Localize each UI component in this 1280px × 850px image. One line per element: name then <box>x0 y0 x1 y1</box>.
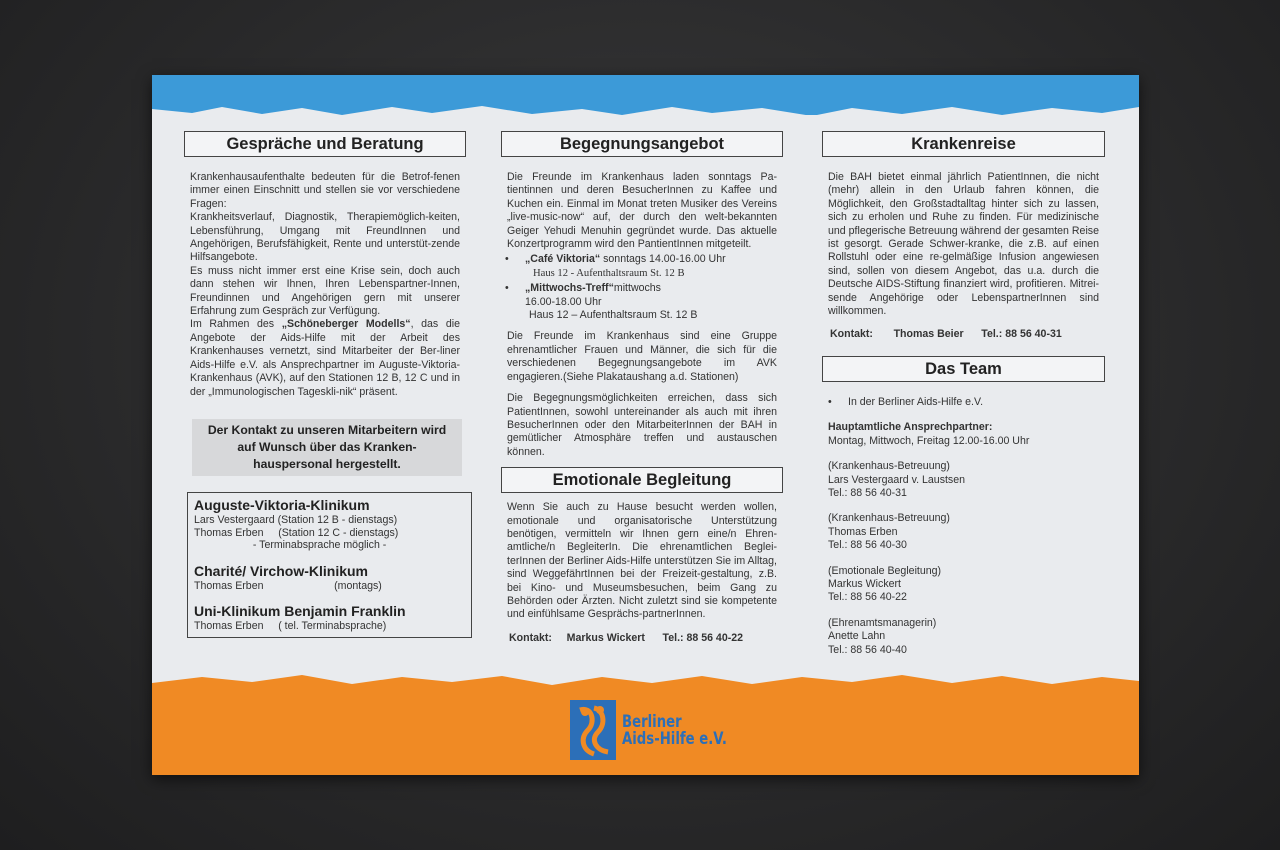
top-color-band <box>152 75 1139 115</box>
gespraeche-paragraph-1: Krankenhausaufenthalte bedeuten für die Betrof-fenen immer einen Einschnitt und stellen sie vor verschiedene Fragen: <box>190 171 460 210</box>
heading-team: Das Team <box>822 356 1105 382</box>
list-item: • „Mittwochs-Treff“mittwochs 16.00-18.00 Uhr Haus 12 – Aufenthaltsraum St. 12 B <box>505 282 698 322</box>
begegnung-paragraph-3: Die Begegnungsmöglichkeiten erreichen, dass sich PatientInnen, sowohl untereinander als auch mit ihren BesucherInnen oder den MitarbeiterInnen der BAH in gemütlicher Atmosphäre treffen und austauschen können. <box>507 392 777 458</box>
begegnung-intro: Die Freunde im Krankenhaus laden sonntags Pa-tientinnen und deren BesucherInnen zu Kaffee und Kuchen ein. Einmal im Monat treten Musiker des Vereins „live-music-now“ auf, der durch den welt-bekannten Geiger Yehudi Menuhin gegründet wurde. Das aktuelle Konzertprogramm wird den PantientInnen mitgeteilt. <box>507 171 777 251</box>
bullet-icon: • <box>505 253 509 266</box>
berliner-aids-hilfe-logo <box>570 700 740 760</box>
clinic-line: - Terminabsprache möglich - <box>194 539 387 552</box>
heading-emotionale: Emotionale Begleitung <box>501 467 783 493</box>
team-hauptamt: Hauptamtliche Ansprechpartner: Montag, Mittwoch, Freitag 12.00-16.00 Uhr <box>828 421 1030 447</box>
list-item: • „Café Viktoria“ sonntags 14.00-16.00 Uhr Haus 12 - Aufenthaltsraum St. 12 B <box>505 253 726 279</box>
team-member: (Emotionale Begleitung) Markus Wickert Tel.: 88 56 40-22 <box>828 564 942 604</box>
clinics-box <box>187 492 472 638</box>
krankenreise-text: Die BAH bietet einmal jährlich PatientInnen, die nicht (mehr) allein in den Urlaub fahren können, die Möglichkeit, den Großstadtalltag hinter sich zu lassen, sich zu erholen und Ruhe zu finden. Für medizinische und pflegerische Betreuung während der gesamten Reise ist gesorgt. Gerade Schwer-kranke, die z.B. auf einen Rollstuhl oder eine re-gelmäßige Infusion angewiesen sind, sollen von diesem Angebot, das u.a. durch die Deutsche AIDS-Stiftung finanziert wird, profitieren. Mitrei-sende Angehörige oder LebenspartnerInnen sind willkommen. <box>828 171 1099 318</box>
gespraeche-paragraph-2: Krankheitsverlauf, Diagnostik, Therapiemöglich-keiten, Lebensführung, Umgang mit FreundInnen und Angehörigen, Berufsfähigkeit, Rente und unterstüt-zende Hilfsangebote. <box>190 211 460 264</box>
clinic-line: Lars Vestergaard (Station 12 B - dienstags) <box>194 513 398 526</box>
bullet-icon: • <box>505 282 509 295</box>
team-member: (Ehrenamtsmanagerin) Anette Lahn Tel.: 88 56 40-40 <box>828 616 937 656</box>
emotionale-contact: Kontakt: Markus Wickert Tel.: 88 56 40-22 <box>509 631 744 644</box>
heading-begegnung: Begegnungsangebot <box>501 131 783 157</box>
clinic-line: Thomas Erben (Station 12 C - dienstags) <box>194 526 399 539</box>
begegnung-paragraph-2: Die Freunde im Krankenhaus sind eine Gruppe ehrenamtlicher Frauen und Männer, die sich für die verschiedenen Begegnungsangebote im AVK engagieren.(Siehe Plakataushang a.d. Stationen) <box>507 330 777 383</box>
clinic-name: Charité/ Virchow-Klinikum <box>194 562 368 579</box>
column-krankenreise <box>822 131 1105 657</box>
bullet-icon: • <box>828 395 832 408</box>
team-member: (Krankenhaus-Betreuung) Lars Vestergaard v. Laustsen Tel.: 88 56 40-31 <box>828 460 966 499</box>
schoeneberger-modell: „Schöneberger Modells“ <box>281 318 411 331</box>
gespraeche-paragraph-4: Im Rahmen des „Schöneberger Modells“, das die Angebote der Aids-Hilfe mit der Arbeit des Krankenhauses vernetzt, sind Mitarbeiter der Ber-liner Aids-Hilfe e.V. als Ansprechpartner im Auguste-Viktoria-Krankenhaus (AVK), auf den Stationen 12 B, 12 C und in der „Immunologischen Tageskli-nik“ präsent. <box>190 318 460 398</box>
gespraeche-text <box>190 171 460 399</box>
clinic-line: Thomas Erben ( tel. Terminabsprache) <box>194 620 387 633</box>
column-begegnung <box>501 131 783 645</box>
column-gespraeche <box>184 131 466 638</box>
logo-text: Berliner Aids-Hilfe e.V. <box>622 712 727 749</box>
clinic-name: Auguste-Viktoria-Klinikum <box>194 496 370 513</box>
heading-krankenreise: Krankenreise <box>822 131 1105 157</box>
contact-note: Der Kontakt zu unseren Mitarbeitern wird auf Wunsch über das Kranken-hauspersonal hergestellt. <box>192 419 462 476</box>
emotionale-text: Wenn Sie auch zu Hause besucht werden wollen, emotionale und organisatorische Unterstützung benötigen, vermitteln wir Ihnen gern eine/n Ehren-amtliche/n BegleiterIn. Die ehrenamtlichen Beglei-terInnen der Berliner Aids-Hilfe unterstützen Sie im Alltag, sind WeggefährtInnen bei der Freizeit-gestaltung, z.B. bei Kino- und Museumsbesuchen, beim Gang zu Behörden oder Ärzten. Nicht zuletzt sind sie kompetente und einfühlsame Gesprächs-partnerInnen. <box>507 501 777 621</box>
clinic-name: Uni-Klinikum Benjamin Franklin <box>194 603 406 620</box>
flyer-page <box>152 75 1139 775</box>
list-item: • In der Berliner Aids-Hilfe e.V. <box>828 395 984 408</box>
team-member: (Krankenhaus-Betreuung) Thomas Erben Tel.: 88 56 40-30 <box>828 512 950 552</box>
clinic-line: Thomas Erben (montags) <box>194 579 382 592</box>
krankenreise-contact: Kontakt: Thomas Beier Tel.: 88 56 40-31 <box>830 328 1062 341</box>
gespraeche-paragraph-3: Es muss nicht immer erst eine Krise sein, doch auch dann stehen wir Ihnen, Ihren Lebenspartner-Innen, Freundinnen und Angehörigen gern mit unserer Erfahrung zum Gespräch zur Verfügung. <box>190 264 460 318</box>
aids-hilfe-logo-icon <box>570 700 616 760</box>
torn-edge-bottom <box>152 665 1139 695</box>
heading-gespraeche: Gespräche und Beratung <box>184 131 466 157</box>
